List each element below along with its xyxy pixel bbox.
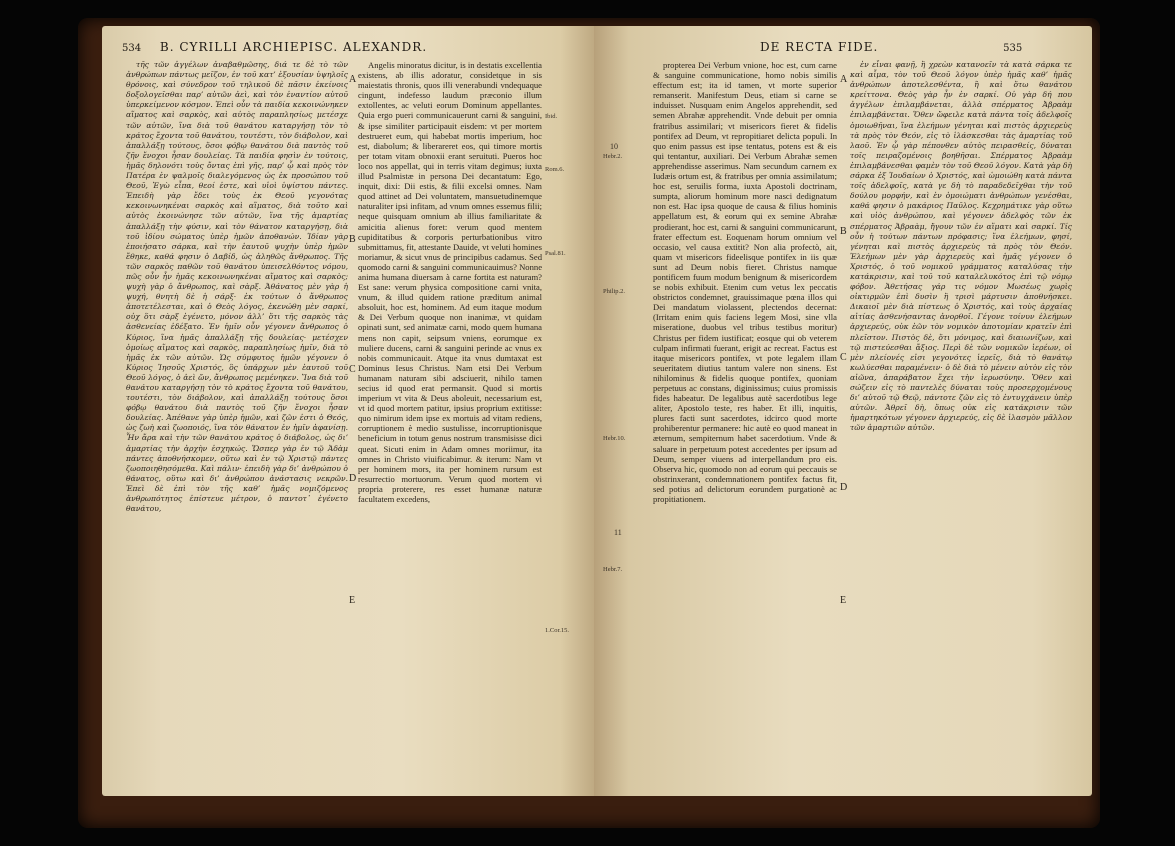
right-latin-text: propterea Dei Verbum vnione, hoc est, cum carne & sanguine communicatione, homo nobis similis effectum est; ita id tamen, vt morte superior remanserit. Manifestum Deus, etiam si carne se induisset. Nusquam enim Angelos apprehendit, sed semen Abrahæ apprehendit. Vnde debuit per omnia fratribus assimilari; vt misericors fieret & fidelis pontifex ad Deum, vt repropitiaret delicta populi. In quo enim passus est ipse tentatus, potens est & eis qui tentantur, auxiliari. Dei Verbum Abrahæ semen apprehendisse asserimus. Nam secundum carnem ex Iudæis ortum est, & fratribus per omnia assimilatum; hoc est, seruilis forma, iuxta Apostoli doctrinam, sumpta, aliorum hominum more nasci dedignatum non est. Hac ipsa quoque de causa & filius hominis appellatum est, & eorum qui ex semine Abrahæ prodierant, hoc est, carni & sanguini communicarunt, frater effectum est. Eoquenam horum omnium vel occasio, vel causa extitit? Non alia profectò, ait, quam vt misericors fideelisque pontifex in iis quæ sunt ad Deum nobis fieret. Christus namque pontificem fuum modum benignum & misericordem se nobis exhibuit. Etenim cum vetus lex peccatis obstrictos condemnet, grauissimaque pœna illos qui Dei mandatum violassent, plectendos decernat: (Irritam enim quis faciens legem Mosi, sine vlla miseratione, duobus vel tribus testibus moritur) Christus per fidem iustificat; eosque qui ob veterem culpam infirmati fuerant, erigit ac recreat. Factus est itaque misericors pontifex, vt pote legalem illam seueritatem diutius tantum valere non sinens. Est nihilominus & fidelis quoque pontifex, quoniam perpetuus ac constans, diginissimus; cuius promissis fides habeatur. De legalibus autè sacerdotibus lege aliter, Apostolo teste, res haber. Et illi, inquitis, plures facti sunt sacerdotes, idcirco quod morte prohiberentur permanere: hic autè eo quod maneat in æternum, sempiternum habet sacerdotium. Vnde & saluare in perpetuum potest accedentes per ipsum ad Deum, semper viuens ad interpellandum pro eis. Observa hic, quomodo non ad eorum qui peccauis se obstrinxerant, condemnationem pontifex factus fit, sed potius ad delictorum eorundem purgationè ac propitiationem. [653,60,837,505]
right-marker-b: B [840,226,847,237]
right-margin-number-11: 11 [614,528,622,537]
left-marker-c: C [349,364,356,375]
right-marker-a: A [840,74,848,85]
right-running-head [760,40,1022,58]
right-greek-text: ἐν εἶναι φανῇ, ἢ χρεὼν κατανοεῖν τὰ κατὰ σάρκα τε καὶ αἷμα, τὸν τοῦ Θεοῦ λόγον ὑπὲρ ἡμᾶς καθ’ ἡμᾶς ἀνθρώπων ἀποτελεσθέντα, ἢ καὶ ὅτω θανάτου κρείττονα. Θεὸς γὰρ ἦν ἐν σαρκί. Οὐ γὰρ δή που ἀγγέλων ἐπιλαμβάνεται, ἀλλὰ σπέρματος Ἀβραὰμ ἐπιλαμβάνεται. Ὅθεν ὤφειλε κατὰ πάντα τοῖς ἀδελφοῖς ὁμοιωθῆναι, ἵνα ἐλεήμων γένηται καὶ πιστὸς ἀρχιερεὺς τὰ πρὸς τὸν Θεόν, εἰς τὸ ἱλάσκεσθαι τὰς ἁμαρτίας τοῦ λαοῦ. Ἐν ᾧ γὰρ πέπονθεν αὐτὸς πειρασθείς, δύναται τοῖς πειραζομένοις βοηθῆσαι. Σπέρματος Ἀβραὰμ ἐπιλαμβάνεσθαι φαμὲν τὸν τοῦ Θεοῦ λόγον. Κατὰ γὰρ δὴ σάρκα ἐξ Ἰουδαίων ὁ Χριστός, καὶ ὡμοιώθη κατὰ πάντα τοῖς ἀδελφοῖς, κατὰ γε δὴ τὸ παραδεδεῖχθαι τὴν τοῦ δούλου μορφήν, καὶ ἐν ὁμοιώματι ἀνθρώπων γενέσθαι, καθά φησιν ὁ μακάριος Παῦλος. Κεχρημάτικε γὰρ οὕτω καὶ υἱὸς ἀνθρώπου, καὶ γέγονεν ἀδελφὸς τῶν ἐκ σπέρματος Ἀβραὰμ, ἤγουν τῶν ἐν αἵματι καὶ σαρκί. Τίς οὖν ἡ τούτων πάντων πρόφασις; ἵνα ἐλεήμων, φησί, γένηται καὶ πιστὸς ἀρχιερεὺς τὰ πρὸς τὸν Θεόν. Ἐλεήμων μὲν γὰρ ἀρχιερεὺς καὶ ἡμᾶς γέγονεν ὁ Χριστός, ὁ τοῦ νομικοῦ γράμματος καταλύσας τὴν κατάκρισιν, καὶ τοῦ τοῦ καταλελυκότος ἐπὶ τῷ νόμῳ φόβον. Ἀθετήσας γάρ τις νόμον Μωσέως χωρὶς οἰκτιρμῶν ἐπὶ δυσὶν ἢ τρισὶ μάρτυσιν ἀποθνήσκει. Δικαιοῖ μὲν διὰ πίστεως ὁ Χριστός, καὶ τοὺς ἀρχαίας αἰτίας ἀσθενήσαντας ἀνορθοῖ. Γέγονε τοίνυν ἐλεήμων ἀρχιερεύς, οὐκ ἐῶν τὸν νομικὸν ἀποτομίαν κρατεῖν ἐπὶ πλεῖστον. Πιστὸς δὲ, ὅτι μόνιμος, καὶ διαιωνίζων, καὶ τῷ πιστεύεσθαι ἄξιος. Περὶ δὲ τῶν νομικῶν ἱερέων, οἱ μὲν πλείονές εἰσι γεγονότες ἱερεῖς, διὰ τὸ θανάτῳ κωλύεσθαι παραμένειν· ὁ δὲ διὰ τὸ μένειν αὐτὸν εἰς τὸν αἰῶνα, ἀπαράβατον ἔχει τὴν ἱερωσύνην. Ὅθεν καὶ σώζειν εἰς τὸ παντελὲς δύναται τοὺς προσερχομένους δι’ αὐτοῦ τῷ Θεῷ, πάντοτε ζῶν εἰς τὸ ἐντυγχάνειν ὑπὲρ αὐτῶν. Ἀθρεῖ δὴ, ὅπως οὐκ εἰς κατάκρισιν τῶν ἡμαρτηκότων γέγονεν ἀρχιερεύς, εἰς δὲ ἱλασμὸν μᾶλλον τῶν ἁμαρτιῶν αὐτῶν. [850,60,1072,433]
left-margin-note-4: 1.Cor.15. [545,627,570,634]
left-margin-note-2: Rom.6. [545,166,565,173]
right-margin-note-2: Philip.2. [603,288,626,295]
right-marker-e: E [840,595,847,606]
left-margin-note-1: Ibid. [545,113,558,120]
left-marker-e: E [349,595,356,606]
left-latin-text: Angelis minoratus dicitur, is in destatis excellentia existens, ab illis adoratur, considetque in sis maiestatis thronis, quos illi venerabundi vndequaque cingunt, indefesso laudum præconio illum extollentes, ac veluti eorum Dominum appellantes. Quia ergo pueri communicauerunt carni & sanguini, & ipse similiter participauit eisdem: vt per mortem destrueret eum, qui habebat mortis imperium, hoc est, diabolum; & liberareret eos, qui timore mortis per totam vitam obnoxii erant seruituti. Pueros hoc loco nos appellat, qui in terris vitam degimus; iuxta illud Psalmistæ in persona Dei decantatum: Ego, inquit, dixi: Dii estis, & filii excelsi omnes. Nam quod attinet ad Dei voluntatem, mansuetudinemque naturaliter ipsi infitam, ad vnum omnes essemus filii; neque quisquam omnium ab illius familiaritate & amicitia alienus foret: verum quod mentem cupiditatibus & corporis perturbationibus vitro submittamus, fit, attestante Dauide, vt veluti homines moriamur, & sicut vnus de principibus cadamus. Sed quomodo carni & sanguini communicauimus? Nonne anima humana diuersam à carne fortita est naturam? Est sane: verum physica compositione carni vnita, vnum, & illud quidem ratione præditum animal absoluit, hoc est, hominem. Ad eum itaque modum & Dei Verbum quoque non inanimæ, vt quidam opinati sunt, sed animatæ carni, modo quem humana mens non capit, seipsum vniens, eorumque ex muliere ducens, carni & sanguini perinde ac vnus ex nobis communicauit. Atque ita vnus dumtaxat est Dominus Iesus Christus. Nam etsi Dei Verbum humanam naturam sibi adsciuerit, nihilo tamen secius id quod erat permansit. Quod si mortis imperium vt vita & Deus aboleuit, necessarium est, vt id quod mortem patitur, ipsius proprium extitisse: quo nimirum idem ipse ex mortuis ad vitam rediens, corruptionem è medio sustulisse, incorruptionisque beneficium in totum genus nostrum transmisisse dici queat. Sicuti enim in Adam omnes moriimur, ita omnes in Christo viuificabimur. & iterum: Nam vt per hominem mors, ita per hominem rursum est resurrectio mortuorum. Verum quod mortem vi propria proterere, res esset humanæ naturæ facultatem excedens, [358,60,542,505]
right-page-number: 535 [1003,43,1023,54]
left-marker-b: B [349,234,356,245]
left-greek-text: τῆς τῶν ἀγγέλων ἀναβαθμῶσης, διά τε δὲ τὸ τῶν ἀνθρώπων πάντως μεῖζον, ἐν τοῦ κατ’ ἐξουσίαν ὑψηλοῖς θρόνοις, καὶ σύνεδρον τοῦ τηλικοῦ δὲ πᾶσιν ἐκείνοις δοξολογεῖσθαι παρ’ αὐτῶν ἀεὶ, καὶ τὸν ἐναντίον αὐτοῦ ὑπερκείμενον κόσμον. Ἐπεὶ οὖν τὰ παιδία κεκοινώνηκεν αἵματος καὶ σαρκὸς, καὶ αὐτὸς παραπλησίως μετέσχε τῶν αὐτῶν, ἵνα διὰ τοῦ θανάτου καταργήσῃ τὸν τὸ κράτος ἔχοντα τοῦ θανάτου, τουτέστι, τὸν διάβολον, καὶ ἀπαλλάξῃ τούτους, ὅσοι φόβῳ θανάτου διὰ παντὸς τοῦ ζῆν ἔνοχοι ἦσαν δουλείας. Τὰ παιδία φησὶν ἐν τούτοις, ἡμᾶς δηλονότι τοὺς ὄντας ἐπὶ γῆς, παρ’ ᾧ καὶ πρὸς τὸν Πατέρα ἐν ψαλμοῖς διαλεγόμενος ὡς ἐκ προσώπου τοῦ Θεοῦ, Ἐγὼ εἶπα, θεοί ἐστε, καὶ υἱοὶ ὑψίστου πάντες. Ἐπειδὴ γὰρ ἔδει τοὺς ἐκ Θεοῦ γεγονότας κεκοινωνηκέναι σαρκὸς καὶ αἵματος, διὰ τοῦτο καὶ αὐτὸς ἐκοινώνησε τῶν αὐτῶν, ἵνα τῆς ἁμαρτίας ἀπαλλάξῃ τὴν φύσιν, καὶ τὸν θάνατον καταργήσῃ, διὰ τοῦ ἰδίου σώματος ὑπὲρ ἡμῶν ἀποθανών. Ἰδίαν γὰρ ἐποιήσατο σάρκα, καὶ τὴν ἑαυτοῦ ψυχὴν ὑπὲρ ἡμῶν ἔθηκε, καθά φησιν ὁ Δαβίδ, ὡς ἀληθῶς ἄνθρωπος. Τῆς τῶν σαρκὸς παθῶν τοῦ θανάτου ὑπεισελθόντος νόμου, πῶς οὖν ἦν ἡμᾶς κεκοινωνηκέναι αἵματος καὶ σαρκὸς; ψυχὴ γὰρ ὁ ἄνθρωπος, καὶ σὰρξ. Ἀθάνατος μὲν γὰρ ἡ ψυχή, θνητὴ δὲ ἡ σάρξ· ἐκ τούτων ὁ ἄνθρωπος ἀποτετέλεσται, καὶ ὁ Θεὸς λόγος, ἐκενώθη μὲν σαρκί, οὐχ ὅτι σὰρξ ἐγένετο, μόνον ἀλλ’ ὅτι τῆς σαρκὸς τὰς ἀσθενείας ἐδέξατο. Ἐν ἡμῖν οὖν γέγονεν ἄνθρωπος ὁ Κύριος, ἵνα ἡμᾶς ἀπαλλάξῃ τῆς δουλείας· μετέσχεν ὁμοίως αἵματος καὶ σαρκὸς, παραπλησίως ἡμῖν, διὰ τὸ ἡμᾶς ἐκ τῶν αὐτῶν. Ὡς σύμφυτος ἡμῶν γέγονεν ὁ Κύριος Ἰησοῦς Χριστός, ὃς ὑπάρχων μὲν ἑαυτοῦ τοῦ Θεοῦ λόγος, ὁ ἀεὶ ὤν, ἄνθρωπος μεμένηκεν. Ἵνα διὰ τοῦ θανάτου καταργήσῃ τὸν τὸ κράτος ἔχοντα τοῦ θανάτου, τουτέστι, τὸν διάβολον, καὶ ἀπαλλάξῃ τούτους ὅσοι φόβῳ θανάτου διὰ παντὸς τοῦ ζῆν ἔνοχοι ἦσαν δουλείας. Ἀπέθανε γὰρ ὑπὲρ ἡμῶν, καὶ ζῶν ἐστι ὁ Θεός, ὡς ζωὴ καὶ ζωοποιός, ἵνα τὸν θάνατον ἐν ἡμῖν ἀφανίσῃ. Ἦν ἄρα καὶ τὴν τῶν θανάτου κράτος ὁ διάβολος, ὡς δι’ ἁμαρτίας τὴν ἀρχὴν ἐσχηκώς. Ὥσπερ γὰρ ἐν τῷ Ἀδὰμ πάντες ἀποθνήσκομεν, οὕτω καὶ ἐν τῷ Χριστῷ πάντες ζωοποιηθησόμεθα. Καὶ πάλιν· ἐπειδὴ γὰρ δι’ ἀνθρώπου ὁ θάνατος, οὕτω καὶ δι’ ἀνθρώπου ἀνάστασις νεκρῶν. Ἐπεὶ δὲ ἐπὶ τὸν τῆς καθ’ ἡμᾶς νομιζόμενος ἀνθρωπότητος ἐπίστευε μέτρον, ὁ παντοτ᾽ ἐγένετο θανάτου, [126,60,348,514]
right-margin-note-1: Hebr.2. [603,153,623,160]
right-head-title: DE RECTA FIDE. [760,40,879,54]
right-margin-note-4: Hebr.7. [603,566,623,573]
left-latin-column [358,60,542,782]
right-marker-d: D [840,482,848,493]
left-head-title: B. CYRILLI ARCHIEPISC. ALEXANDR. [159,40,428,54]
right-marker-c: C [840,352,847,363]
right-margin-note-3: Hebr.10. [603,435,626,442]
left-marker-d: D [349,473,357,484]
right-margin-number-10: 10 [610,142,618,151]
left-greek-column [126,60,348,782]
left-margin-note-3: Psal.81. [545,250,566,257]
left-marker-a: A [349,74,357,85]
left-running-head [122,40,427,58]
right-latin-column [653,60,837,782]
right-greek-column [850,60,1072,782]
left-page-number: 534 [122,43,142,54]
